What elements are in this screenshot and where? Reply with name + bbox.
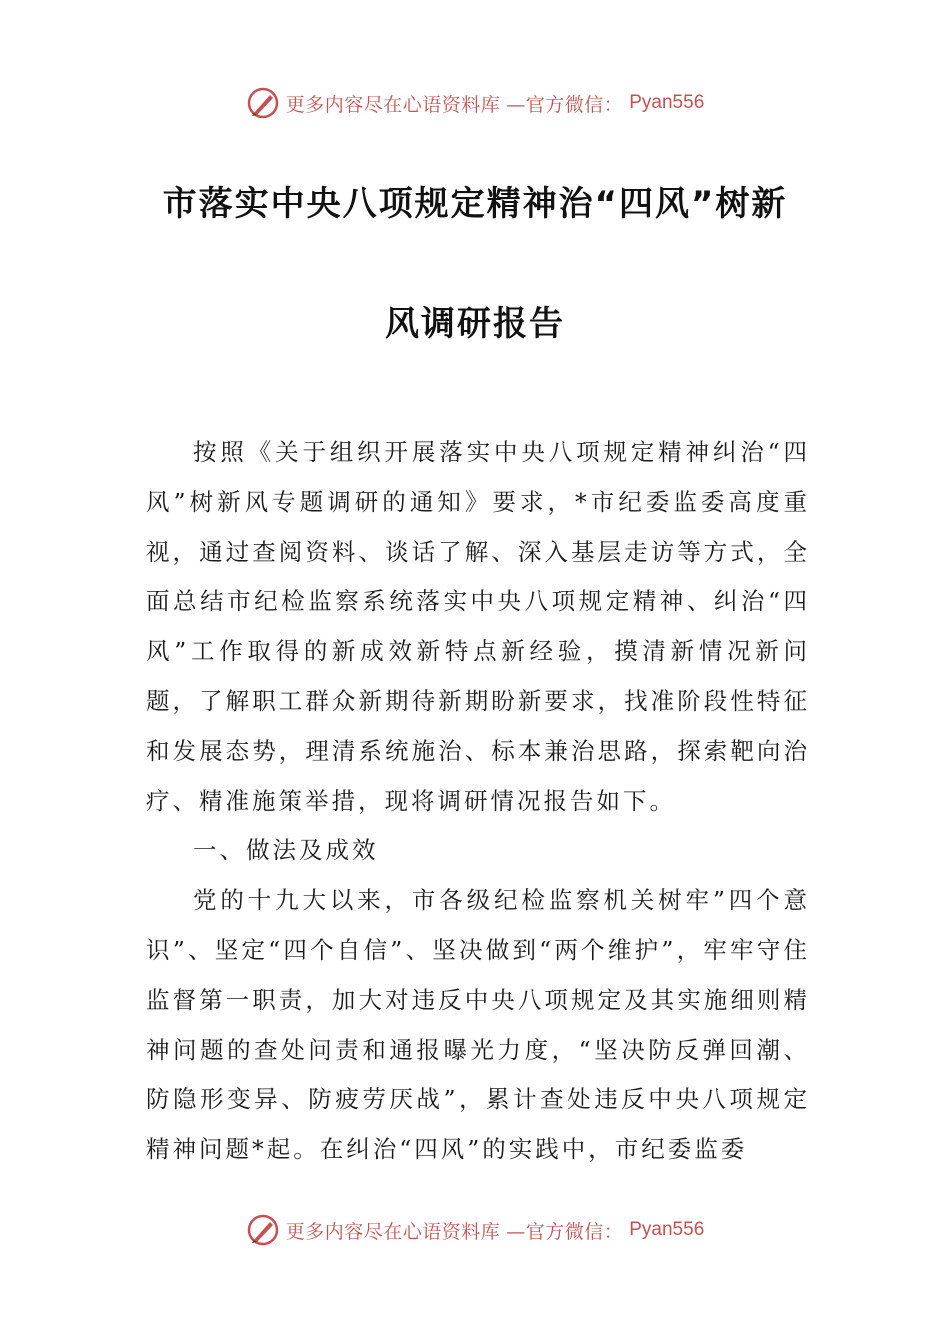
footer-watermark: [0, 1213, 950, 1247]
watermark-text: 更多内容尽在心语资料库: [285, 93, 501, 116]
paragraph: 按照《关于组织开展落实中央八项规定精神纠治“四风”树新风专题调研的通知》要求，*市纪委监委高度重视，通过查阅资料、谈话了解、深入基层走访等方式，全面总结市纪检监察系统落实中央八项规定精神、纠治“四风”工作取得的新成效新特点新经验，摸清新情况新问题，了解职工群众新期待新期盼新要求，找准阶段性特征和发展态势，理清系统施治、标本兼治思路，探索靶向治疗、精准施策举措，现将调研情况报告如下。: [146, 438, 810, 815]
pen-logo-icon: [246, 86, 280, 120]
page-title-line2: 风调研报告: [385, 304, 565, 344]
page-title-line1: 市落实中央八项规定精神治“四风”树新: [162, 184, 788, 224]
section-heading: 一、做法及成效: [193, 836, 379, 865]
watermark-dash: —官方微信：: [506, 1220, 624, 1243]
watermark-id: Pyan556: [629, 1219, 705, 1240]
watermark-text: 更多内容尽在心语资料库: [285, 1220, 501, 1243]
watermark-dash: —官方微信：: [506, 93, 624, 116]
watermark-id: Pyan556: [629, 92, 705, 113]
document-body: [146, 428, 810, 1175]
pen-logo-icon: [246, 1213, 280, 1247]
paragraph: 党的十九大以来，市各级纪检监察机关树牢”四个意识”、坚定“四个自信”、坚决做到“两个维护”，牢牢守住监督第一职责，加大对违反中央八项规定及其实施细则精神问题的查处问责和通报曝光力度，“坚决防反弹回潮、防隐形变异、防疲劳厌战”，累计查处违反中央八项规定精神问题*起。在纠治“四风”的实践中，市纪委监委: [146, 886, 810, 1164]
header-watermark: [0, 86, 950, 120]
